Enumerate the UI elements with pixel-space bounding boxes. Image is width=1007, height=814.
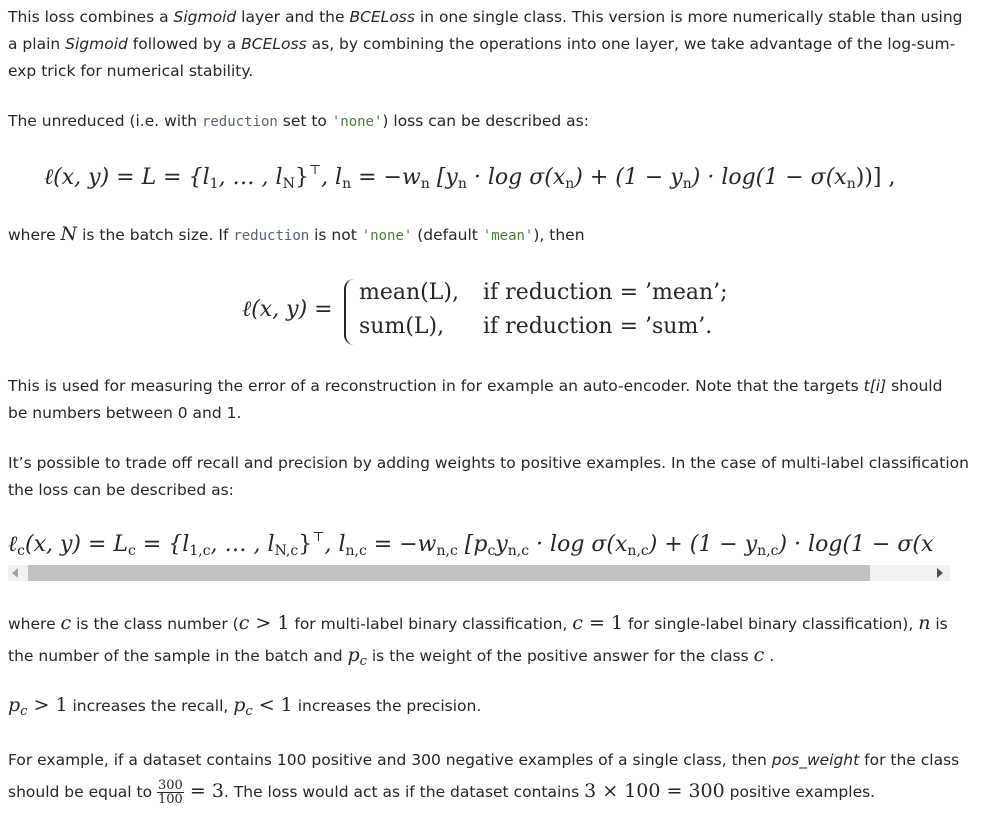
text: increases the recall, <box>67 697 234 715</box>
math-N: N <box>60 223 78 245</box>
eq-sub: n,c <box>345 543 367 559</box>
case-sum-value: sum(L), <box>359 314 445 339</box>
fraction <box>157 779 184 806</box>
eq-sub: n,c <box>757 543 779 559</box>
eq-sub: n <box>846 176 856 192</box>
math-sub: c <box>245 704 253 719</box>
eq-part: ) · log(1 − σ(x <box>691 165 847 190</box>
math-op: = 3 <box>183 780 224 802</box>
text: should be equal to <box>8 783 157 801</box>
text: be numbers between 0 and 1. <box>8 404 242 422</box>
text: increases the precision. <box>292 697 482 715</box>
eq-part: = −w <box>351 165 421 190</box>
text: . <box>764 647 775 665</box>
text: exp trick for numerical stability. <box>8 62 254 80</box>
eq-sup: ⊤ <box>308 163 322 178</box>
eq-sub: c <box>17 543 26 559</box>
intro-paragraph <box>8 4 1004 85</box>
reconstruction-paragraph <box>8 373 1004 427</box>
eq-sub: c <box>128 543 136 559</box>
text: set to <box>277 112 332 130</box>
eq-part: (x, y) = L <box>25 532 129 557</box>
text: is the class number ( <box>71 615 239 633</box>
multilabel-equation-scroll[interactable] <box>8 527 950 565</box>
eq-part: ))] , <box>855 165 896 190</box>
text: ) loss can be described as: <box>382 112 589 130</box>
text: (default <box>412 226 483 244</box>
class-number-paragraph <box>8 608 1004 677</box>
fraction-denominator: 100 <box>158 792 183 807</box>
text: as, by combining the operations into one layer, we take advantage of the log-sum- <box>306 35 956 53</box>
text: a plain <box>8 35 66 53</box>
code-reduction: reduction <box>233 228 310 244</box>
eq-sub: n <box>342 176 352 192</box>
text: positive examples. <box>724 783 876 801</box>
scroll-right-arrow-icon[interactable] <box>937 568 943 578</box>
text: where <box>8 615 61 633</box>
text: for single-label binary classification), <box>623 615 919 633</box>
eq-part: y <box>495 532 508 557</box>
math-op: = <box>582 612 611 634</box>
math-n: n <box>918 612 931 634</box>
code-none: 'none' <box>361 228 413 244</box>
math-c: c <box>753 644 765 666</box>
math-p: p <box>347 644 360 666</box>
text: in one single class. This version is more numerically stable than using <box>414 8 963 26</box>
code-none: 'none' <box>331 114 383 130</box>
text: is the weight of the positive answer for the class <box>366 647 754 665</box>
math-op: > 1 <box>27 694 68 716</box>
sigmoid-term: Sigmoid <box>65 35 128 53</box>
eq-part: , l <box>321 165 343 190</box>
multilabel-loss-equation <box>8 530 933 559</box>
scrollbar-thumb[interactable] <box>28 565 870 581</box>
eq-sub: n,c <box>436 543 458 559</box>
text: is not <box>309 226 362 244</box>
eq-sub: N,c <box>274 543 299 559</box>
unreduced-loss-equation <box>44 163 895 192</box>
text: This is used for measuring the error of a reconstruction in for example an auto-encoder. Note that the targets <box>8 377 864 395</box>
case-sum-condition: if reduction = ’sum’. <box>483 314 713 339</box>
text: For example, if a dataset contains 100 positive and 300 negative examples of a single class, then <box>8 751 772 769</box>
text: ), then <box>533 226 585 244</box>
eq-sup: ⊤ <box>312 530 325 545</box>
eq-part: , l <box>324 532 346 557</box>
math-c: c <box>238 612 250 634</box>
text: The unreduced (i.e. with <box>8 112 202 130</box>
text: should <box>886 377 943 395</box>
bceloss-term: BCELoss <box>241 35 307 53</box>
eq-part: , … , l <box>218 165 283 190</box>
eq-part: · log σ(x <box>466 165 566 190</box>
target-term: t[i] <box>863 377 887 395</box>
text: This loss combines a <box>8 8 174 26</box>
math-p: p <box>233 694 246 716</box>
eq-sub: N <box>282 176 295 192</box>
eq-sub: 1 <box>209 176 219 192</box>
eq-sub: n <box>457 176 467 192</box>
example-paragraph <box>8 745 1004 808</box>
math-c: c <box>572 612 583 634</box>
eq-sub: c <box>487 543 496 559</box>
math-op: > <box>249 612 278 634</box>
cases-brace <box>344 279 356 345</box>
math-op: < 1 <box>252 694 293 716</box>
math-product: 3 × 100 = 300 <box>584 780 725 802</box>
text: where <box>8 226 61 244</box>
recall-precision-effect <box>8 692 1004 725</box>
text: for the class <box>859 751 960 769</box>
eq-part: ) + (1 − y <box>574 165 683 190</box>
batch-size-paragraph <box>8 221 1004 250</box>
math-p: p <box>8 694 21 716</box>
eq-part: = {l <box>135 532 190 557</box>
code-reduction: reduction <box>201 114 278 130</box>
eq-part: [y <box>429 165 458 190</box>
text: is <box>930 615 948 633</box>
pos-weight-term: pos_weight <box>771 751 860 769</box>
eq-part: } <box>298 532 313 557</box>
reduced-loss-lhs <box>242 296 333 322</box>
math-c: c <box>60 612 72 634</box>
text: the loss can be described as: <box>8 481 234 499</box>
text: the number of the sample in the batch and <box>8 647 348 665</box>
text: followed by a <box>127 35 242 53</box>
eq-part: ) · log(1 − σ(x <box>778 532 934 557</box>
eq-sub: 1,c <box>189 543 211 559</box>
math-sub: c <box>359 654 367 669</box>
scroll-left-arrow-icon[interactable] <box>12 568 18 578</box>
fraction-numerator: 300 <box>158 778 183 793</box>
math-one: 1 <box>610 612 624 634</box>
unreduced-paragraph <box>8 108 1004 136</box>
eq-sub: n,c <box>507 543 530 559</box>
bceloss-term: BCELoss <box>349 8 415 26</box>
math-sub: c <box>20 704 28 719</box>
eq-sub: n,c <box>627 543 649 559</box>
eq-part: } <box>294 165 309 190</box>
text: It’s possible to trade off recall and precision by adding weights to positive examples. In the case of multi-label classification <box>8 454 969 472</box>
eq-part: = −w <box>366 532 437 557</box>
eq-part: · log σ(x <box>529 532 628 557</box>
eq-part: [p <box>457 532 488 557</box>
text: . The loss would act as if the dataset contains <box>223 783 585 801</box>
code-mean: 'mean' <box>482 228 534 244</box>
case-mean-value: mean(L), <box>359 280 459 305</box>
sigmoid-term: Sigmoid <box>173 8 237 26</box>
text: layer and the <box>236 8 350 26</box>
eq-part: ) + (1 − y <box>648 532 758 557</box>
eq-sub: n <box>420 176 430 192</box>
math-one: 1 <box>277 612 290 634</box>
eq-part: ℓ <box>8 532 18 557</box>
eq-sub: n <box>565 176 575 192</box>
eq-part: , … , l <box>210 532 275 557</box>
text: for multi-label binary classification, <box>289 615 573 633</box>
eq-part: ℓ(x, y) = <box>242 297 333 322</box>
text: is the batch size. If <box>77 226 234 244</box>
eq-sub: n <box>682 176 692 192</box>
case-mean-condition: if reduction = ’mean’; <box>483 280 728 305</box>
recall-precision-paragraph <box>8 450 1004 504</box>
eq-part: ℓ(x, y) = L = {l <box>44 165 210 190</box>
